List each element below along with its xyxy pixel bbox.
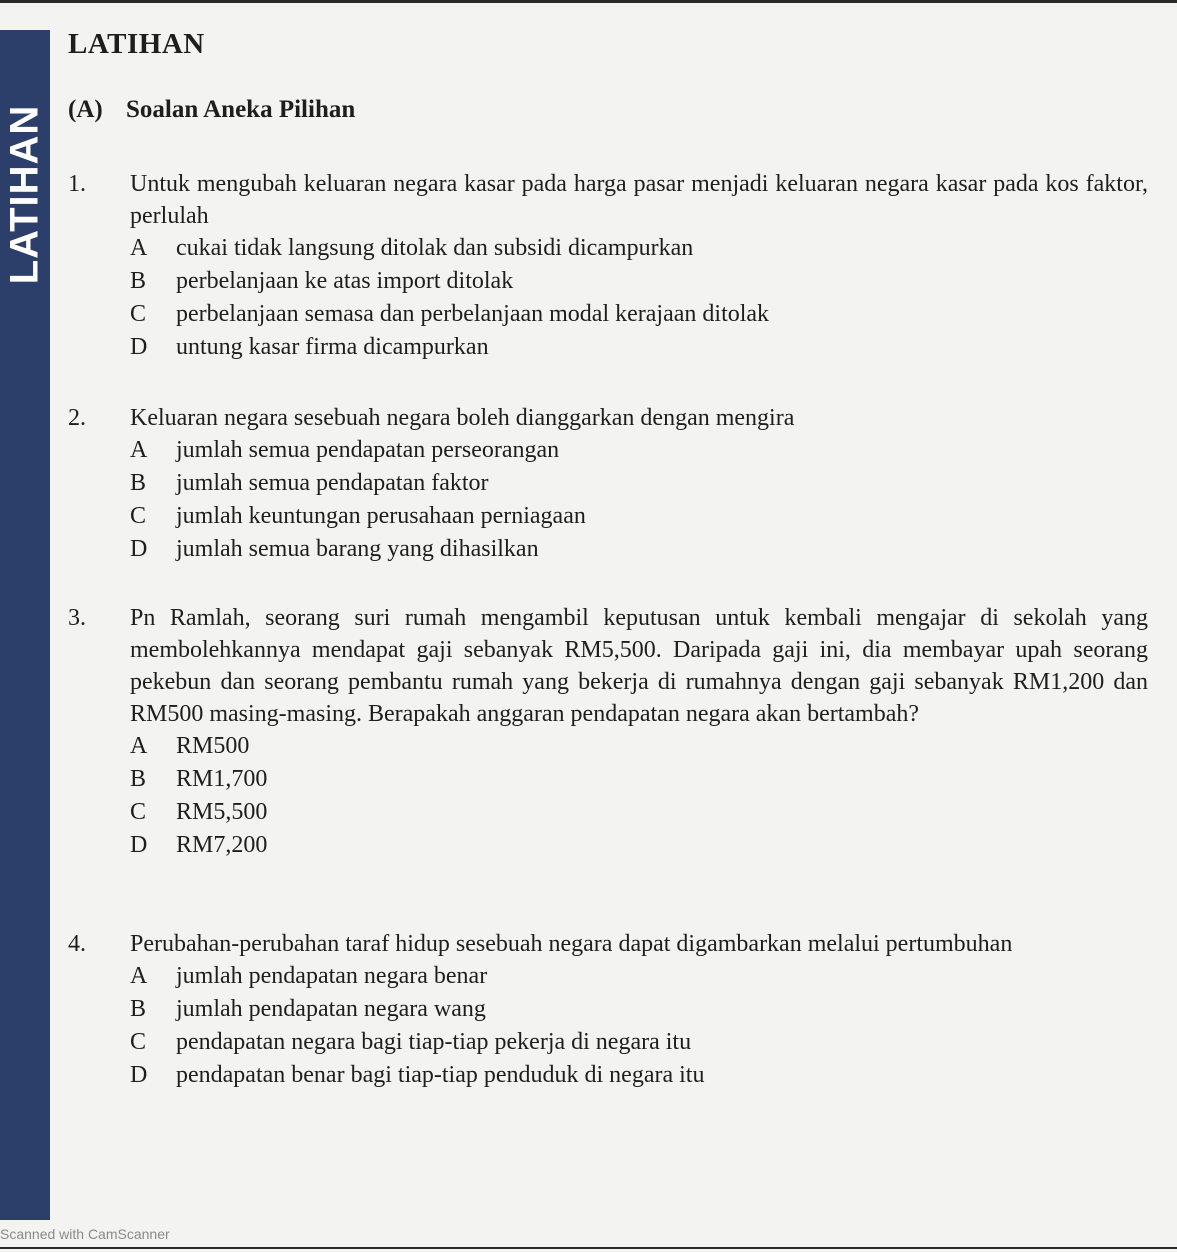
question-3 — [68, 602, 1148, 862]
side-tab-label: LATIHAN — [2, 104, 47, 284]
option-text: jumlah semua pendapatan faktor — [176, 470, 489, 496]
option-label: C — [130, 503, 147, 529]
option-d — [68, 331, 1148, 364]
question-text: Keluaran negara sesebuah negara boleh dianggarkan dengan mengira — [130, 405, 795, 431]
question-number: 4. — [68, 931, 86, 957]
option-b — [68, 467, 1148, 500]
option-label: C — [130, 799, 147, 825]
option-a — [68, 730, 1148, 763]
option-b — [68, 265, 1148, 298]
option-label: A — [130, 437, 148, 463]
option-label: C — [130, 1029, 147, 1055]
option-label: B — [130, 766, 147, 792]
question-text: Pn Ramlah, seorang suri rumah mengambil keputusan untuk kembali mengajar di sekolah yang membolehkannya mendapat gaji sebanyak RM5,500. Daripada gaji ini, dia membayar upah seorang pekebun dan seorang pembantu rumah yang bekerja di rumahnya dengan gaji sebanyak RM1,200 dan RM500 masing-masing. Berapakah anggaran pendapatan negara akan bertambah? — [130, 605, 1148, 727]
option-text: perbelanjaan semasa dan perbelanjaan modal kerajaan ditolak — [176, 301, 770, 327]
option-c — [68, 796, 1148, 829]
option-text: pendapatan benar bagi tiap-tiap penduduk di negara itu — [176, 1062, 705, 1088]
option-text: RM5,500 — [176, 799, 268, 825]
option-label: D — [130, 1062, 148, 1088]
option-label: D — [130, 536, 148, 562]
option-b — [68, 763, 1148, 796]
question-2 — [68, 402, 1148, 566]
question-4 — [68, 928, 1148, 1092]
section-heading — [68, 96, 355, 124]
top-border — [0, 0, 1177, 3]
option-d — [68, 533, 1148, 566]
option-label: D — [130, 334, 148, 360]
question-number: 3. — [68, 605, 86, 631]
option-text: RM500 — [176, 733, 250, 759]
option-a — [68, 960, 1148, 993]
option-text: RM1,700 — [176, 766, 268, 792]
option-text: untung kasar firma dicampurkan — [176, 334, 489, 360]
side-bar — [0, 30, 50, 1220]
option-label: A — [130, 733, 148, 759]
option-d — [68, 829, 1148, 862]
question-text: Perubahan-perubahan taraf hidup sesebuah negara dapat digambarkan melalui pertumbuhan — [130, 931, 1013, 957]
option-label: B — [130, 470, 147, 496]
scanner-watermark: Scanned with CamScanner — [0, 1226, 170, 1242]
option-label: D — [130, 832, 148, 858]
option-label: B — [130, 996, 147, 1022]
option-c — [68, 500, 1148, 533]
option-text: jumlah pendapatan negara benar — [176, 963, 488, 989]
section-tag: (A) — [68, 96, 103, 123]
option-label: A — [130, 963, 148, 989]
side-tab — [2, 88, 48, 300]
option-text: jumlah semua barang yang dihasilkan — [176, 536, 539, 562]
option-text: jumlah keuntungan perusahaan perniagaan — [176, 503, 586, 529]
question-text: Untuk mengubah keluaran negara kasar pada harga pasar menjadi keluaran negara kasar pada kos faktor, perlulah — [130, 171, 1148, 229]
bottom-border — [0, 1247, 1177, 1249]
page-title: LATIHAN — [68, 28, 205, 60]
option-c — [68, 298, 1148, 331]
option-c — [68, 1026, 1148, 1059]
section-label: Soalan Aneka Pilihan — [126, 96, 356, 123]
option-text: perbelanjaan ke atas import ditolak — [176, 268, 514, 294]
option-text: cukai tidak langsung ditolak dan subsidi dicampurkan — [176, 235, 694, 261]
question-number: 2. — [68, 405, 86, 431]
option-text: pendapatan negara bagi tiap-tiap pekerja di negara itu — [176, 1029, 692, 1055]
option-label: C — [130, 301, 147, 327]
question-number: 1. — [68, 171, 86, 197]
option-d — [68, 1059, 1148, 1092]
option-text: jumlah semua pendapatan perseorangan — [176, 437, 560, 463]
question-1 — [68, 168, 1148, 364]
option-text: jumlah pendapatan negara wang — [176, 996, 486, 1022]
option-label: A — [130, 235, 148, 261]
option-a — [68, 232, 1148, 265]
option-a — [68, 434, 1148, 467]
option-text: RM7,200 — [176, 832, 268, 858]
option-label: B — [130, 268, 147, 294]
option-b — [68, 993, 1148, 1026]
